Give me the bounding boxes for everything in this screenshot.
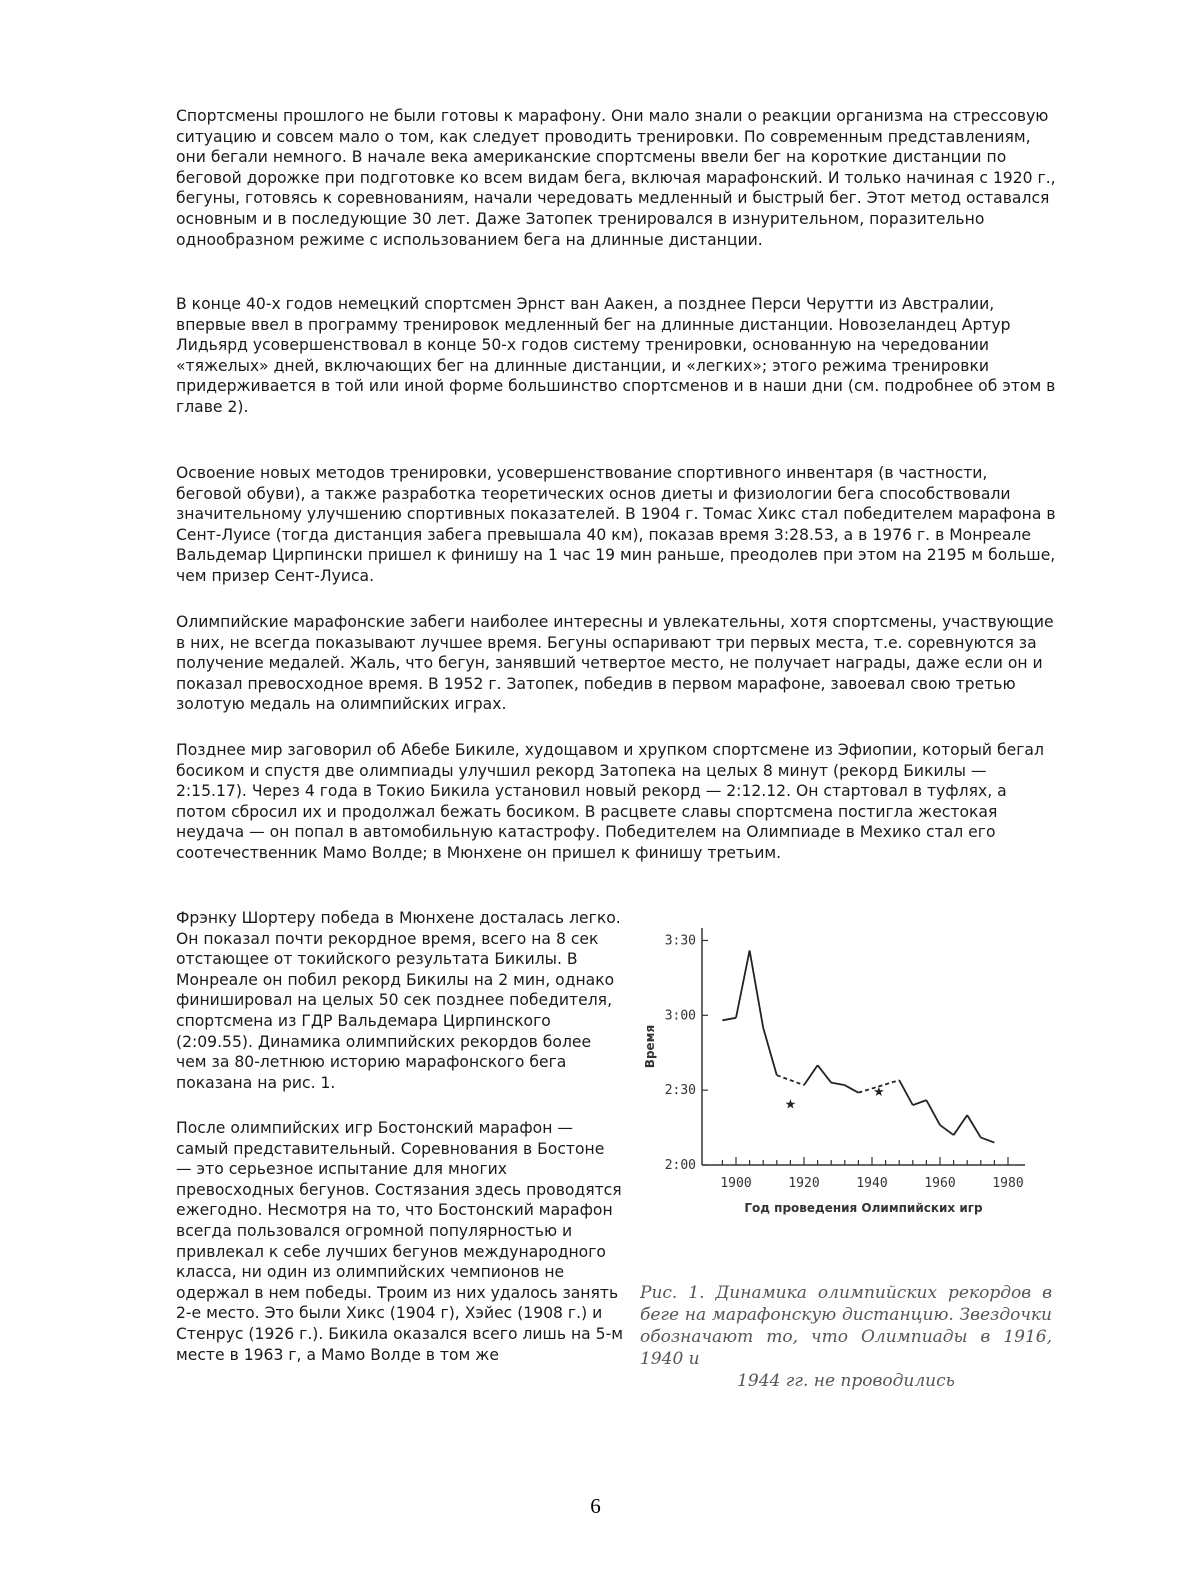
series-segment: [845, 1085, 859, 1092]
y-tick-label: 2:30: [664, 1083, 696, 1099]
star-marker: ★: [872, 1085, 885, 1101]
column-paragraph-1: Фрэнку Шортеру победа в Мюнхене досталась легко. Он показал почти рекордное время, всего на 8 сек отстающее от токийского результата Бикилы. В Монреале он побил рекорд Бикилы на 2 мин, однако финишировал на целых 50 сек позднее победителя, спортсмена из ГДР Вальдемара Цирпинского (2:09.55). Динамика олимпийских рекордов более чем за 80-летнюю историю марафонского бега показана на рис. 1.: [176, 909, 621, 1092]
series-segment: [981, 1138, 995, 1143]
series-segment: [899, 1080, 913, 1105]
x-tick-label: 1980: [992, 1176, 1024, 1191]
series-segment: [913, 1100, 927, 1105]
x-tick-label: 1900: [720, 1176, 752, 1191]
paragraph-4: Олимпийские марафонские забеги наиболее интересны и увлекательны, хотя спортсмены, участвующие в них, не всегда показывают лучшее время. Бегуны оспаривают три первых места, т.е. соревнуются за получение медалей. Жаль, что бегун, занявший четвертое место, не получает награды, даже если он и показал превосходное время. В 1952 г. Затопек, победив в первом марафоне, завоевал свою третью золотую медаль на олимпийских играх.: [176, 613, 1054, 714]
series-segment: [804, 1065, 818, 1085]
series-segment: [940, 1125, 954, 1135]
caption-last-line: 1944 гг. не проводились: [737, 1371, 955, 1391]
y-tick-label: 2:00: [664, 1158, 696, 1173]
y-tick-label: 3:00: [664, 1008, 696, 1024]
series-segment: [736, 950, 750, 1017]
y-tick-label: 3:30: [664, 933, 696, 949]
star-marker: ★: [784, 1097, 797, 1113]
page-number: 6: [590, 1494, 601, 1518]
series-segment: [722, 1018, 736, 1020]
series-segment: [831, 1083, 845, 1085]
y-axis-title: Время: [643, 1024, 657, 1069]
series-segment: [750, 950, 764, 1027]
caption-main: Рис. 1. Динамика олимпийских рекордов в беге на марафонскую дистанцию. Звездочки обозначают то, что Олимпиады в 1916, 1940 и: [640, 1283, 1052, 1369]
series-segment: [967, 1115, 981, 1137]
paragraph-1: Спортсмены прошлого не были готовы к марафону. Они мало знали о реакции организма на стрессовую ситуацию и совсем мало о том, как следует проводить тренировки. По современным представлениям, они бегали немного. В начале века американские спортсмены ввели бег на короткие дистанции по беговой дорожке при подготовке ко всем видам бега, включая марафонский. И только начиная с 1920 г., бегуны, готовясь к соревнованиям, начали чередовать медленный и быстрый бег. Этот метод оставался основным и в последующие 30 лет. Даже Затопек тренировался в изнурительном, поразительно однообразном режиме с использованием бега на длинные дистанции.: [176, 107, 1056, 249]
figure-caption: [640, 1282, 1052, 1392]
paragraph-2: В конце 40-х годов немецкий спортсмен Эрнст ван Аакен, а позднее Перси Черутти из Австралии, впервые ввел в программу тренировок медленный бег на длинные дистанции. Новозеландец Артур Лидьярд усовершенствовал в конце 50-х годов систему тренировки, основанную на чередовании «тяжелых» дней, включающих бег на длинные дистанции, и «легких»; этого режима тренировки придерживается в той или иной форме большинство спортсменов и в наши дни (см. подробнее об этом в главе 2).: [176, 295, 1056, 416]
series-segment: [926, 1100, 940, 1125]
paragraph-3: Освоение новых методов тренировки, усовершенствование спортивного инвентаря (в частности, беговой обуви), а также разработка теоретических основ диеты и физиологии бега способствовали значительному улучшению спортивных показателей. В 1904 г. Томас Хикс стал победителем марафона в Сент-Луисе (тогда дистанция забега превышала 40 км), показав время 3:28.53, а в 1976 г. в Монреале Вальдемар Цирпински пришел к финишу на 1 час 19 мин раньше, преодолев при этом на 2195 м больше, чем призер Сент-Луиса.: [176, 464, 1056, 585]
olympic-records-chart: [630, 920, 1060, 1260]
column-paragraph-2: После олимпийских игр Бостонский марафон — самый представительный. Соревнования в Бостоне — это серьезное испытание для многих превосходных бегунов. Состязания здесь проводятся ежегодно. Несмотря на то, что Бостонский марафон всегда пользовался огромной популярностью и привлекал к себе лучших бегунов международного класса, ни один из олимпийских чемпионов не одержал в нем победы. Троим из них удалось занять 2-е место. Это были Хикс (1904 г), Хэйес (1908 г.) и Стенрус (1926 г.). Бикила оказался всего лишь на 5-м месте в 1963 г, а Мамо Волде в том же: [176, 1119, 623, 1364]
series-gap-segment: [777, 1075, 804, 1085]
series-segment: [818, 1065, 832, 1082]
x-axis-title: Год проведения Олимпийских игр: [744, 1201, 983, 1215]
x-tick-label: 1960: [924, 1176, 956, 1191]
x-tick-label: 1920: [788, 1176, 820, 1191]
series-segment: [954, 1115, 968, 1135]
x-tick-label: 1940: [856, 1176, 888, 1191]
series-segment: [763, 1028, 777, 1075]
paragraph-5: Позднее мир заговорил об Абебе Бикиле, худощавом и хрупком спортсмене из Эфиопии, который бегал босиком и спустя две олимпиады улучшил рекорд Затопека на целых 8 минут (рекорд Бикилы — 2:15.17). Через 4 года в Токио Бикила установил новый рекорд — 2:12.12. Он стартовал в туфлях, а потом сбросил их и продолжал бежать босиком. В расцвете славы спортсмена постигла жестокая неудача — он попал в автомобильную катастрофу. Победителем на Олимпиаде в Мехико стал его соотечественник Мамо Волде; в Мюнхене он пришел к финишу третьим.: [176, 741, 1044, 862]
